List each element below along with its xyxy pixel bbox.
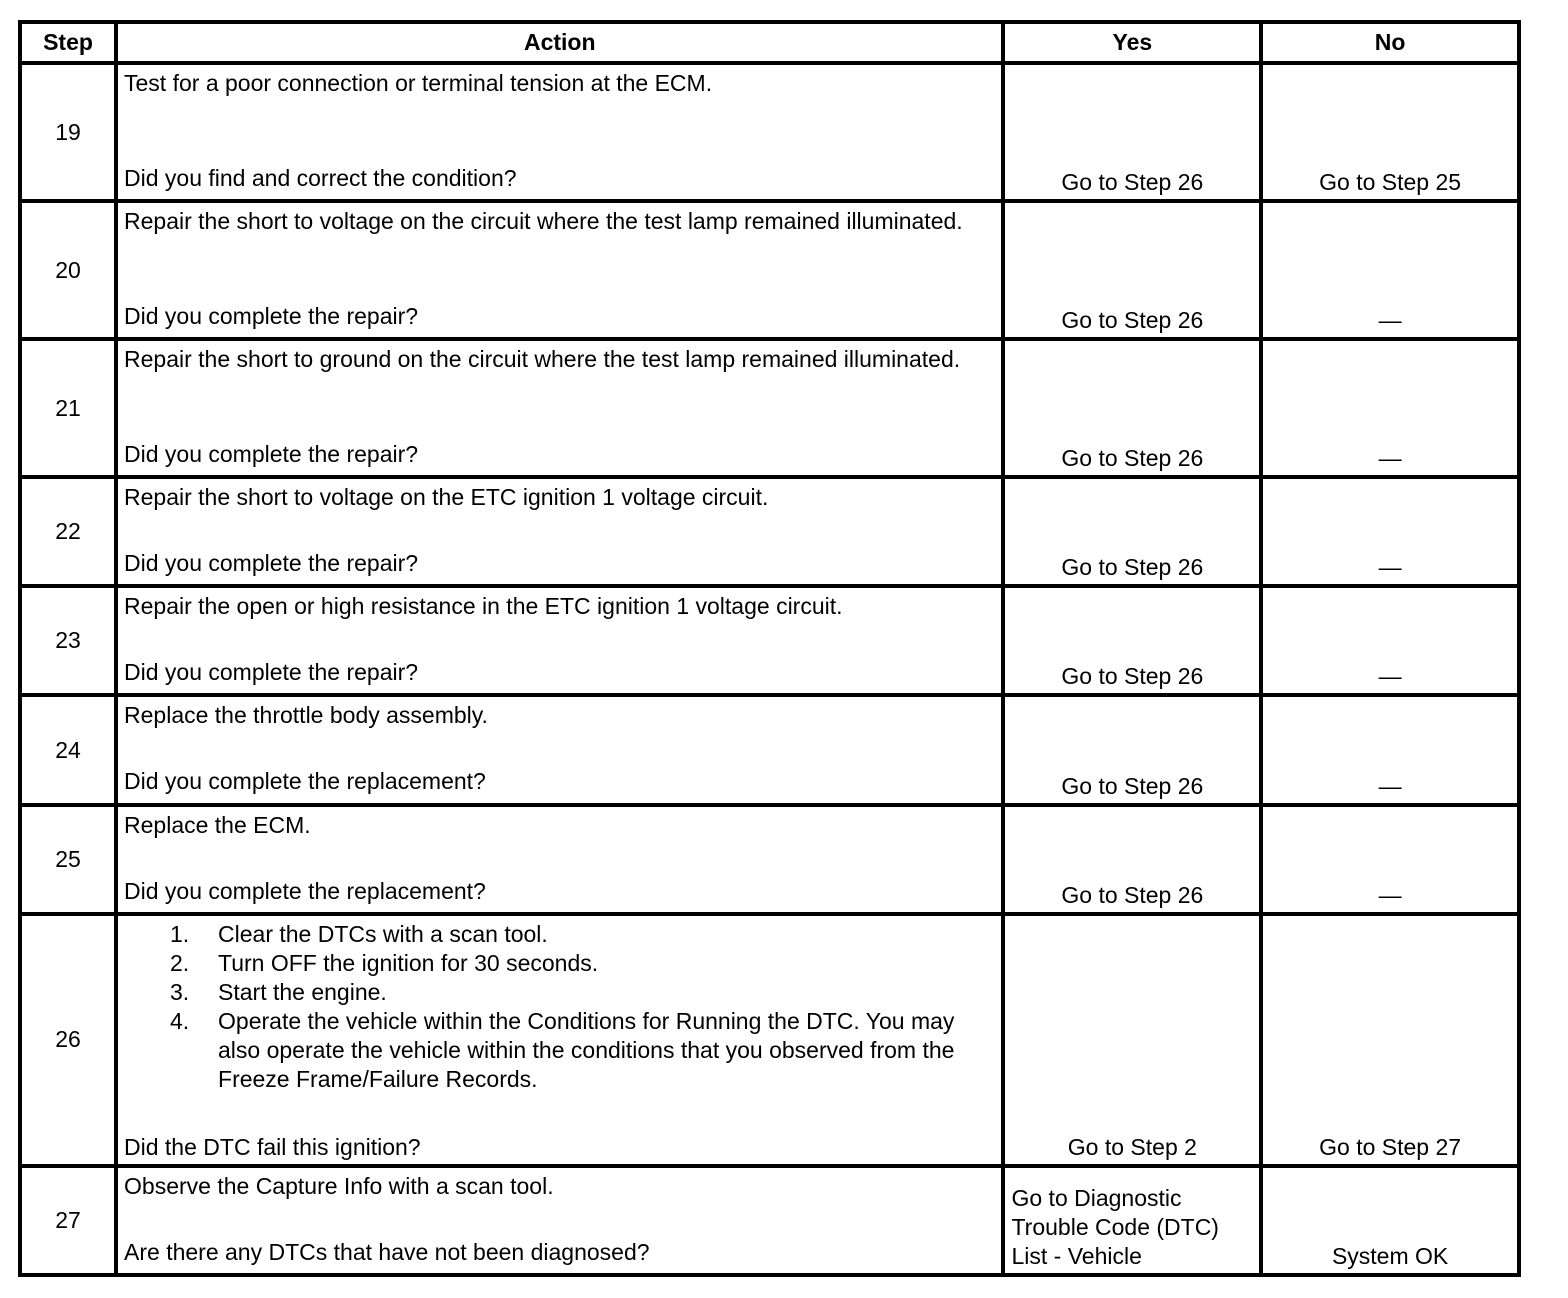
action-cell	[116, 63, 1003, 201]
action-cell	[116, 805, 1003, 914]
step-number: 25	[20, 805, 116, 914]
table-row	[20, 339, 1519, 477]
list-item-text: Start the engine.	[218, 978, 387, 1005]
action-instruction: Repair the short to ground on the circuit where the test lamp remained illuminated.	[124, 346, 961, 373]
action-instruction: Repair the short to voltage on the circuit where the test lamp remained illuminated.	[124, 208, 963, 235]
no-cell: —	[1261, 805, 1519, 914]
action-cell	[116, 695, 1003, 804]
action-cell	[116, 477, 1003, 586]
no-cell: Go to Step 25	[1261, 63, 1519, 201]
yes-cell: Go to Step 26	[1003, 695, 1261, 804]
list-item-number: 1.	[170, 920, 190, 947]
header-yes: Yes	[1003, 22, 1261, 63]
list-item-number: 3.	[170, 978, 190, 1005]
procedure-list	[118, 920, 1001, 1094]
step-number: 22	[20, 477, 116, 586]
step-number: 19	[20, 63, 116, 201]
table-row	[20, 477, 1519, 586]
list-item	[170, 978, 1001, 1007]
step-number: 21	[20, 339, 116, 477]
action-question: Did you find and correct the condition?	[124, 165, 517, 191]
table-row	[20, 1166, 1519, 1275]
yes-cell: Go to Step 2	[1003, 914, 1261, 1166]
list-item-text: Operate the vehicle within the Conditions for Running the DTC. You may also operate the vehicle within the conditions that you observed from the Freeze Frame/Failure Records.	[218, 1007, 955, 1092]
yes-cell: Go to Step 26	[1003, 201, 1261, 339]
action-instruction: Repair the open or high resistance in the ETC ignition 1 voltage circuit.	[124, 593, 843, 620]
action-cell	[116, 201, 1003, 339]
list-item-number: 2.	[170, 949, 190, 976]
list-item	[170, 1007, 1001, 1094]
list-item-text: Clear the DTCs with a scan tool.	[218, 920, 548, 947]
action-question: Are there any DTCs that have not been diagnosed?	[124, 1238, 650, 1265]
yes-cell: Go to Step 26	[1003, 63, 1261, 201]
header-step: Step	[20, 22, 116, 63]
table-row	[20, 63, 1519, 201]
no-cell: —	[1261, 339, 1519, 477]
table-row	[20, 695, 1519, 804]
action-question: Did you complete the repair?	[124, 441, 419, 468]
action-instruction: Replace the ECM.	[124, 811, 311, 838]
no-cell: System OK	[1261, 1166, 1519, 1275]
header-action: Action	[116, 22, 1003, 63]
list-item	[170, 949, 1001, 978]
action-question: Did you complete the repair?	[124, 659, 419, 686]
action-instruction: Observe the Capture Info with a scan tool.	[124, 1172, 554, 1199]
step-number: 24	[20, 695, 116, 804]
table-row	[20, 586, 1519, 695]
table-row	[20, 201, 1519, 339]
action-question: Did the DTC fail this ignition?	[124, 1133, 421, 1160]
yes-cell: Go to Step 26	[1003, 339, 1261, 477]
no-cell: —	[1261, 477, 1519, 586]
step-number: 27	[20, 1166, 116, 1275]
no-cell: —	[1261, 586, 1519, 695]
table-row	[20, 914, 1519, 1166]
header-no: No	[1261, 22, 1519, 63]
yes-cell: Go to Step 26	[1003, 586, 1261, 695]
header-row	[20, 22, 1519, 63]
diagnostic-steps-table	[18, 20, 1521, 1277]
action-cell	[116, 339, 1003, 477]
list-item	[170, 920, 1001, 949]
list-item-text: Turn OFF the ignition for 30 seconds.	[218, 949, 599, 976]
step-number: 26	[20, 914, 116, 1166]
yes-cell: Go to Step 26	[1003, 477, 1261, 586]
list-item-number: 4.	[170, 1007, 190, 1034]
yes-cell: Go to Step 26	[1003, 805, 1261, 914]
action-instruction: Repair the short to voltage on the ETC ignition 1 voltage circuit.	[124, 484, 769, 511]
action-cell	[116, 586, 1003, 695]
no-cell: —	[1261, 201, 1519, 339]
action-cell	[116, 914, 1003, 1166]
action-question: Did you complete the repair?	[124, 303, 419, 330]
step-number: 23	[20, 586, 116, 695]
action-question: Did you complete the repair?	[124, 550, 419, 577]
no-cell: —	[1261, 695, 1519, 804]
action-instruction: Test for a poor connection or terminal tension at the ECM.	[124, 70, 713, 96]
no-cell: Go to Step 27	[1261, 914, 1519, 1166]
yes-cell: Go to Diagnostic Trouble Code (DTC) List - Vehicle	[1003, 1166, 1261, 1275]
action-cell	[116, 1166, 1003, 1275]
action-instruction: Replace the throttle body assembly.	[124, 702, 488, 729]
action-question: Did you complete the replacement?	[124, 877, 486, 904]
action-question: Did you complete the replacement?	[124, 768, 486, 795]
step-number: 20	[20, 201, 116, 339]
table-row	[20, 805, 1519, 914]
